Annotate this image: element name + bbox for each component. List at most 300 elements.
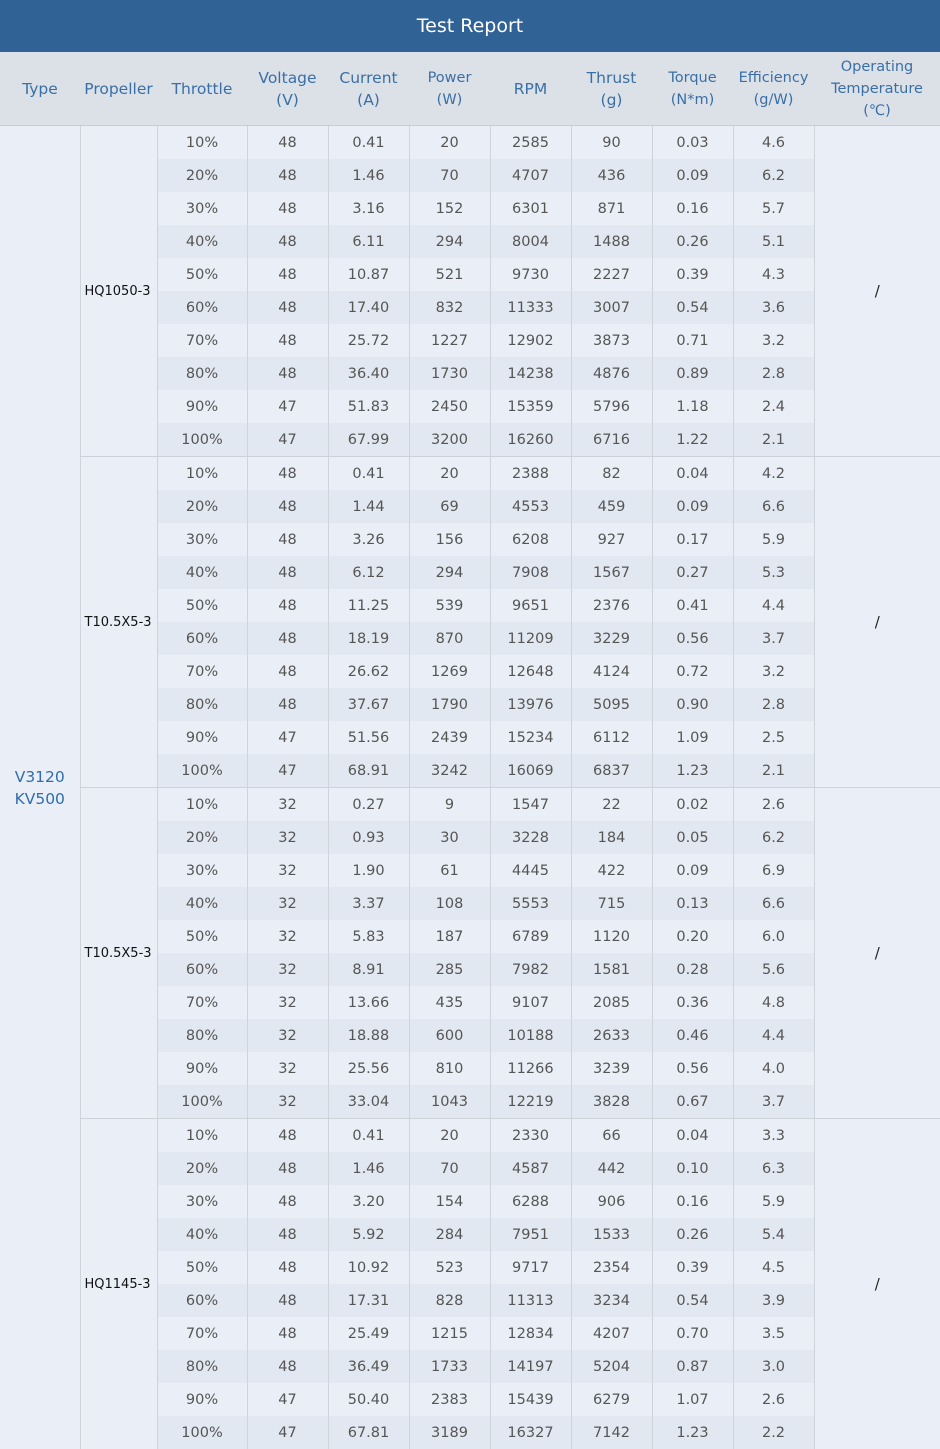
power-cell: 285 [409,953,490,986]
current-cell: 3.16 [328,192,409,225]
throttle-cell: 100% [157,754,247,788]
efficiency-cell: 5.9 [733,523,814,556]
power-cell: 154 [409,1185,490,1218]
thrust-cell: 5796 [571,390,652,423]
rpm-cell: 13976 [490,688,571,721]
rpm-cell: 10188 [490,1019,571,1052]
operating-temperature-cell: / [814,126,940,457]
current-cell: 17.40 [328,291,409,324]
throttle-cell: 20% [157,159,247,192]
voltage-cell: 47 [247,390,328,423]
rpm-cell: 15234 [490,721,571,754]
power-cell: 61 [409,854,490,887]
torque-cell: 0.56 [652,622,733,655]
propeller-cell: T10.5X5-3 [80,788,157,1119]
rpm-cell: 2585 [490,126,571,160]
torque-cell: 0.54 [652,291,733,324]
throttle-cell: 30% [157,1185,247,1218]
table-row [0,788,940,822]
torque-cell: 0.09 [652,854,733,887]
rpm-cell: 4445 [490,854,571,887]
voltage-cell: 48 [247,490,328,523]
throttle-cell: 30% [157,192,247,225]
current-cell: 33.04 [328,1085,409,1119]
rpm-cell: 12648 [490,655,571,688]
voltage-cell: 32 [247,1052,328,1085]
thrust-cell: 6716 [571,423,652,457]
throttle-cell: 90% [157,390,247,423]
throttle-cell: 70% [157,324,247,357]
efficiency-cell: 3.3 [733,1119,814,1153]
throttle-cell: 40% [157,556,247,589]
efficiency-cell: 5.4 [733,1218,814,1251]
test-report-table [0,52,940,1449]
voltage-cell: 48 [247,688,328,721]
rpm-cell: 7951 [490,1218,571,1251]
power-cell: 187 [409,920,490,953]
rpm-cell: 7982 [490,953,571,986]
torque-cell: 0.09 [652,490,733,523]
voltage-cell: 47 [247,1416,328,1449]
thrust-cell: 442 [571,1152,652,1185]
rpm-cell: 6301 [490,192,571,225]
throttle-cell: 100% [157,423,247,457]
throttle-cell: 60% [157,953,247,986]
voltage-cell: 48 [247,192,328,225]
rpm-cell: 11266 [490,1052,571,1085]
throttle-cell: 100% [157,1416,247,1449]
throttle-cell: 20% [157,821,247,854]
header-current: Current (A) [328,52,409,126]
torque-cell: 0.39 [652,258,733,291]
power-cell: 600 [409,1019,490,1052]
header-operating-temperature: Operating Temperature (℃) [814,52,940,126]
power-cell: 294 [409,225,490,258]
thrust-cell: 82 [571,457,652,491]
efficiency-cell: 6.9 [733,854,814,887]
throttle-cell: 70% [157,655,247,688]
thrust-cell: 5204 [571,1350,652,1383]
thrust-cell: 715 [571,887,652,920]
rpm-cell: 16327 [490,1416,571,1449]
torque-cell: 0.27 [652,556,733,589]
header-power: Power (W) [409,52,490,126]
thrust-cell: 3007 [571,291,652,324]
power-cell: 152 [409,192,490,225]
voltage-cell: 48 [247,324,328,357]
torque-cell: 0.03 [652,126,733,160]
power-cell: 435 [409,986,490,1019]
power-cell: 810 [409,1052,490,1085]
efficiency-cell: 2.4 [733,390,814,423]
rpm-cell: 6789 [490,920,571,953]
throttle-cell: 30% [157,523,247,556]
rpm-cell: 6288 [490,1185,571,1218]
torque-cell: 0.13 [652,887,733,920]
throttle-cell: 100% [157,1085,247,1119]
thrust-cell: 422 [571,854,652,887]
torque-cell: 0.54 [652,1284,733,1317]
header-voltage: Voltage (V) [247,52,328,126]
voltage-cell: 32 [247,854,328,887]
current-cell: 0.41 [328,126,409,160]
torque-cell: 0.26 [652,225,733,258]
throttle-cell: 60% [157,622,247,655]
efficiency-cell: 2.6 [733,788,814,822]
current-cell: 3.26 [328,523,409,556]
current-cell: 5.83 [328,920,409,953]
operating-temperature-cell: / [814,1119,940,1449]
current-cell: 1.46 [328,1152,409,1185]
current-cell: 25.56 [328,1052,409,1085]
current-cell: 6.12 [328,556,409,589]
rpm-cell: 15359 [490,390,571,423]
torque-cell: 1.23 [652,754,733,788]
voltage-cell: 48 [247,1152,328,1185]
rpm-cell: 2330 [490,1119,571,1153]
table-row [0,1119,940,1153]
thrust-cell: 6112 [571,721,652,754]
rpm-cell: 12219 [490,1085,571,1119]
throttle-cell: 50% [157,1251,247,1284]
voltage-cell: 48 [247,622,328,655]
voltage-cell: 47 [247,721,328,754]
rpm-cell: 11333 [490,291,571,324]
efficiency-cell: 6.2 [733,821,814,854]
current-cell: 51.83 [328,390,409,423]
throttle-cell: 80% [157,1019,247,1052]
current-cell: 10.92 [328,1251,409,1284]
thrust-cell: 22 [571,788,652,822]
table-row [0,457,940,491]
torque-cell: 0.41 [652,589,733,622]
current-cell: 37.67 [328,688,409,721]
current-cell: 67.99 [328,423,409,457]
voltage-cell: 48 [247,589,328,622]
power-cell: 1043 [409,1085,490,1119]
propeller-cell: HQ1050-3 [80,126,157,457]
thrust-cell: 459 [571,490,652,523]
rpm-cell: 9730 [490,258,571,291]
efficiency-cell: 5.7 [733,192,814,225]
throttle-cell: 80% [157,688,247,721]
rpm-cell: 8004 [490,225,571,258]
header-type: Type [0,52,80,126]
rpm-cell: 11209 [490,622,571,655]
efficiency-cell: 3.2 [733,324,814,357]
rpm-cell: 16260 [490,423,571,457]
header-row [0,52,940,126]
voltage-cell: 47 [247,423,328,457]
torque-cell: 0.04 [652,1119,733,1153]
voltage-cell: 48 [247,1119,328,1153]
current-cell: 25.72 [328,324,409,357]
current-cell: 36.40 [328,357,409,390]
throttle-cell: 10% [157,1119,247,1153]
voltage-cell: 48 [247,1251,328,1284]
rpm-cell: 12902 [490,324,571,357]
thrust-cell: 184 [571,821,652,854]
torque-cell: 0.90 [652,688,733,721]
throttle-cell: 80% [157,357,247,390]
voltage-cell: 32 [247,920,328,953]
rpm-cell: 9107 [490,986,571,1019]
thrust-cell: 3239 [571,1052,652,1085]
header-throttle: Throttle [157,52,247,126]
thrust-cell: 66 [571,1119,652,1153]
voltage-cell: 48 [247,1185,328,1218]
efficiency-cell: 3.7 [733,622,814,655]
rpm-cell: 1547 [490,788,571,822]
efficiency-cell: 3.9 [733,1284,814,1317]
power-cell: 1227 [409,324,490,357]
rpm-cell: 11313 [490,1284,571,1317]
efficiency-cell: 3.5 [733,1317,814,1350]
voltage-cell: 48 [247,1218,328,1251]
current-cell: 0.41 [328,457,409,491]
propeller-cell: HQ1145-3 [80,1119,157,1449]
thrust-cell: 3229 [571,622,652,655]
rpm-cell: 6208 [490,523,571,556]
current-cell: 68.91 [328,754,409,788]
torque-cell: 0.56 [652,1052,733,1085]
current-cell: 67.81 [328,1416,409,1449]
throttle-cell: 50% [157,920,247,953]
torque-cell: 1.09 [652,721,733,754]
current-cell: 17.31 [328,1284,409,1317]
current-cell: 11.25 [328,589,409,622]
throttle-cell: 70% [157,1317,247,1350]
rpm-cell: 4707 [490,159,571,192]
rpm-cell: 12834 [490,1317,571,1350]
header-efficiency: Efficiency (g/W) [733,52,814,126]
torque-cell: 0.89 [652,357,733,390]
thrust-cell: 2227 [571,258,652,291]
rpm-cell: 7908 [490,556,571,589]
power-cell: 20 [409,1119,490,1153]
header-thrust: Thrust (g) [571,52,652,126]
throttle-cell: 20% [157,490,247,523]
throttle-cell: 30% [157,854,247,887]
throttle-cell: 10% [157,788,247,822]
rpm-cell: 9717 [490,1251,571,1284]
torque-cell: 0.71 [652,324,733,357]
efficiency-cell: 6.0 [733,920,814,953]
current-cell: 6.11 [328,225,409,258]
thrust-cell: 1120 [571,920,652,953]
voltage-cell: 48 [247,258,328,291]
power-cell: 539 [409,589,490,622]
header-torque: Torque (N*m) [652,52,733,126]
current-cell: 51.56 [328,721,409,754]
efficiency-cell: 4.6 [733,126,814,160]
throttle-cell: 50% [157,258,247,291]
voltage-cell: 48 [247,159,328,192]
current-cell: 36.49 [328,1350,409,1383]
rpm-cell: 15439 [490,1383,571,1416]
header-propeller: Propeller [80,52,157,126]
thrust-cell: 2376 [571,589,652,622]
thrust-cell: 4124 [571,655,652,688]
torque-cell: 0.36 [652,986,733,1019]
torque-cell: 0.05 [652,821,733,854]
power-cell: 828 [409,1284,490,1317]
power-cell: 832 [409,291,490,324]
torque-cell: 1.18 [652,390,733,423]
throttle-cell: 90% [157,1052,247,1085]
throttle-cell: 40% [157,225,247,258]
torque-cell: 0.67 [652,1085,733,1119]
voltage-cell: 48 [247,291,328,324]
power-cell: 20 [409,457,490,491]
report-title: Test Report [0,0,940,52]
voltage-cell: 48 [247,457,328,491]
thrust-cell: 4207 [571,1317,652,1350]
rpm-cell: 14238 [490,357,571,390]
efficiency-cell: 3.6 [733,291,814,324]
torque-cell: 0.26 [652,1218,733,1251]
current-cell: 1.46 [328,159,409,192]
efficiency-cell: 5.3 [733,556,814,589]
efficiency-cell: 4.4 [733,1019,814,1052]
current-cell: 0.27 [328,788,409,822]
current-cell: 3.20 [328,1185,409,1218]
efficiency-cell: 4.5 [733,1251,814,1284]
efficiency-cell: 2.1 [733,754,814,788]
torque-cell: 0.46 [652,1019,733,1052]
power-cell: 156 [409,523,490,556]
power-cell: 69 [409,490,490,523]
voltage-cell: 32 [247,986,328,1019]
torque-cell: 0.20 [652,920,733,953]
efficiency-cell: 6.3 [733,1152,814,1185]
efficiency-cell: 2.6 [733,1383,814,1416]
current-cell: 1.90 [328,854,409,887]
power-cell: 20 [409,126,490,160]
voltage-cell: 48 [247,655,328,688]
power-cell: 2450 [409,390,490,423]
thrust-cell: 1488 [571,225,652,258]
torque-cell: 0.70 [652,1317,733,1350]
voltage-cell: 32 [247,887,328,920]
torque-cell: 0.72 [652,655,733,688]
power-cell: 523 [409,1251,490,1284]
efficiency-cell: 5.1 [733,225,814,258]
throttle-cell: 60% [157,1284,247,1317]
power-cell: 870 [409,622,490,655]
throttle-cell: 20% [157,1152,247,1185]
power-cell: 521 [409,258,490,291]
voltage-cell: 48 [247,523,328,556]
thrust-cell: 4876 [571,357,652,390]
efficiency-cell: 6.2 [733,159,814,192]
power-cell: 3242 [409,754,490,788]
torque-cell: 0.04 [652,457,733,491]
thrust-cell: 6279 [571,1383,652,1416]
motor-type-cell: V3120 KV500 [0,126,80,1449]
throttle-cell: 80% [157,1350,247,1383]
power-cell: 70 [409,1152,490,1185]
throttle-cell: 10% [157,126,247,160]
voltage-cell: 48 [247,225,328,258]
power-cell: 70 [409,159,490,192]
rpm-cell: 9651 [490,589,571,622]
efficiency-cell: 5.6 [733,953,814,986]
thrust-cell: 2633 [571,1019,652,1052]
voltage-cell: 47 [247,754,328,788]
throttle-cell: 60% [157,291,247,324]
power-cell: 1269 [409,655,490,688]
torque-cell: 0.87 [652,1350,733,1383]
torque-cell: 0.28 [652,953,733,986]
current-cell: 1.44 [328,490,409,523]
efficiency-cell: 2.8 [733,688,814,721]
header-rpm: RPM [490,52,571,126]
voltage-cell: 48 [247,1317,328,1350]
thrust-cell: 436 [571,159,652,192]
torque-cell: 1.07 [652,1383,733,1416]
efficiency-cell: 6.6 [733,887,814,920]
efficiency-cell: 6.6 [733,490,814,523]
current-cell: 18.88 [328,1019,409,1052]
rpm-cell: 5553 [490,887,571,920]
current-cell: 50.40 [328,1383,409,1416]
power-cell: 1790 [409,688,490,721]
power-cell: 30 [409,821,490,854]
efficiency-cell: 4.3 [733,258,814,291]
thrust-cell: 3873 [571,324,652,357]
torque-cell: 1.23 [652,1416,733,1449]
power-cell: 2439 [409,721,490,754]
voltage-cell: 48 [247,357,328,390]
power-cell: 3200 [409,423,490,457]
current-cell: 0.41 [328,1119,409,1153]
efficiency-cell: 2.2 [733,1416,814,1449]
torque-cell: 0.16 [652,192,733,225]
efficiency-cell: 2.5 [733,721,814,754]
torque-cell: 0.09 [652,159,733,192]
current-cell: 0.93 [328,821,409,854]
thrust-cell: 906 [571,1185,652,1218]
power-cell: 1730 [409,357,490,390]
current-cell: 18.19 [328,622,409,655]
power-cell: 1215 [409,1317,490,1350]
throttle-cell: 50% [157,589,247,622]
voltage-cell: 48 [247,126,328,160]
operating-temperature-cell: / [814,457,940,788]
efficiency-cell: 4.0 [733,1052,814,1085]
rpm-cell: 16069 [490,754,571,788]
voltage-cell: 47 [247,1383,328,1416]
rpm-cell: 3228 [490,821,571,854]
current-cell: 5.92 [328,1218,409,1251]
efficiency-cell: 4.8 [733,986,814,1019]
efficiency-cell: 4.2 [733,457,814,491]
throttle-cell: 40% [157,1218,247,1251]
thrust-cell: 1533 [571,1218,652,1251]
current-cell: 10.87 [328,258,409,291]
thrust-cell: 90 [571,126,652,160]
thrust-cell: 3234 [571,1284,652,1317]
power-cell: 2383 [409,1383,490,1416]
thrust-cell: 7142 [571,1416,652,1449]
current-cell: 8.91 [328,953,409,986]
thrust-cell: 6837 [571,754,652,788]
voltage-cell: 32 [247,1019,328,1052]
table-row [0,126,940,160]
torque-cell: 0.17 [652,523,733,556]
power-cell: 108 [409,887,490,920]
